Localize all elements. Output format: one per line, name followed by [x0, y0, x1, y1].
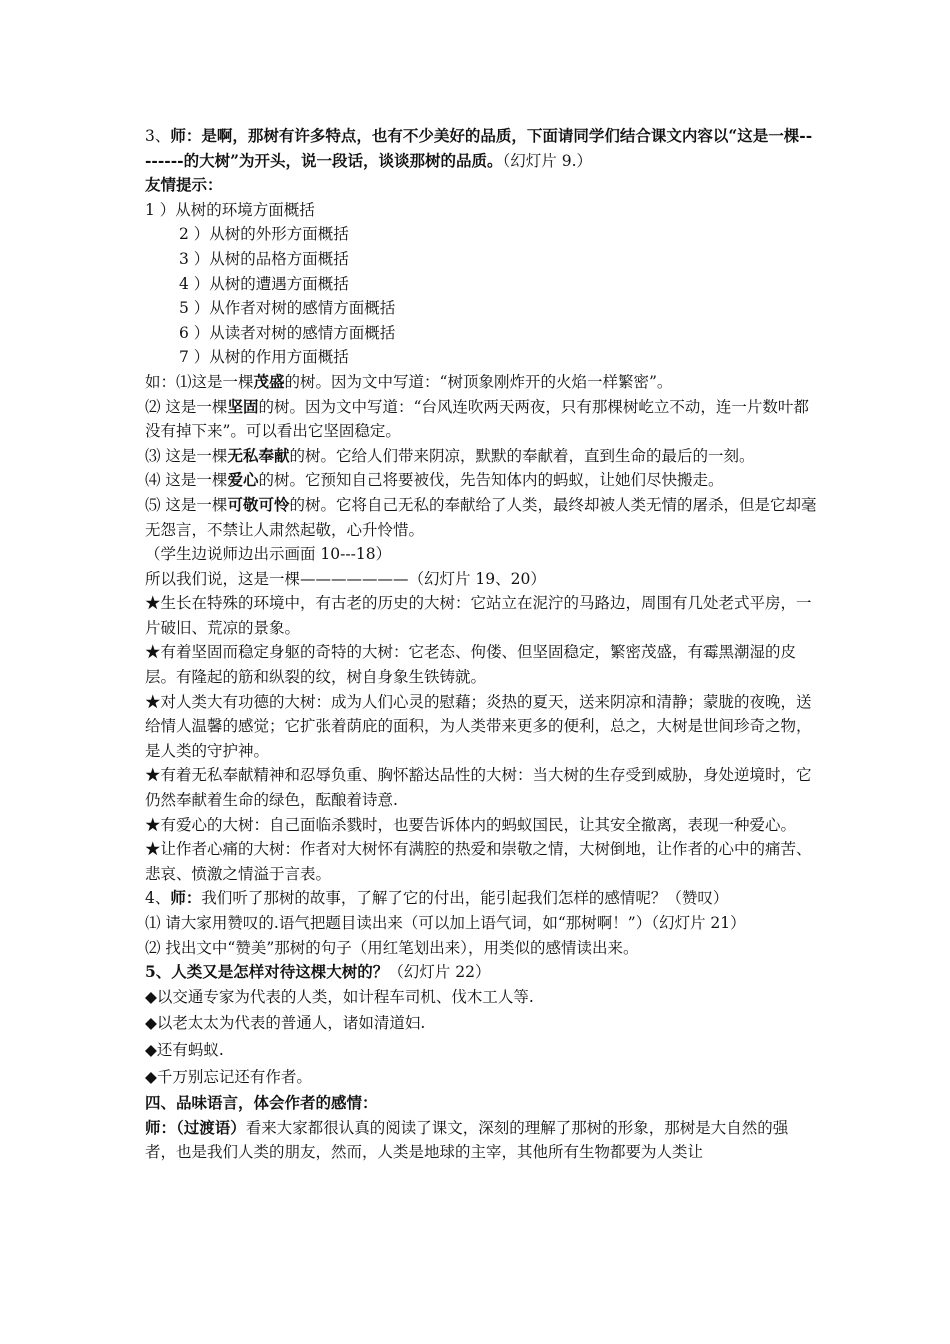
- example-prefix: 如：⑴这是一棵: [145, 372, 254, 391]
- question-3: [145, 124, 817, 173]
- transition-label: （过渡语）: [176, 1117, 246, 1137]
- example-text: 的树。它将自己无私的奉献给了人类，最终却被人类无情的屠杀，但是它却毫无怨言，不禁让人肃然起敬，心升怜惜。: [145, 495, 817, 539]
- diamond-item-3: ◆还有蚂蚁.: [145, 1040, 224, 1059]
- example-4: [145, 468, 817, 493]
- example-keyword: 可敬可怜: [227, 494, 290, 514]
- example-2: [145, 395, 817, 444]
- note-slides: （学生边说师边出示画面 10---18）: [145, 545, 392, 564]
- star-item-3: ★对人类大有功德的大树：成为人们心灵的慰藉；炎热的夏天，送来阴凉和清静；蒙胧的夜晚，送给情人温馨的感觉；它扩张着荫庇的面积，为人类带来更多的便利，总之，大树是世间珍奇之物，是人类的守护神。: [145, 692, 812, 760]
- question-5-text: 5、人类又是怎样对待这棵大树的？: [145, 962, 389, 982]
- example-1: [145, 370, 817, 395]
- question-3-text: 师：是啊，那树有许多特点，也有不少美好的品质，下面请同学们结合课文内容以“这是一棵--------的大树”为开头，说一段话，谈谈那树的品质。: [145, 126, 813, 170]
- example-keyword: 无私奉献: [227, 445, 290, 465]
- slide-reference: （幻灯片 22）: [388, 963, 491, 982]
- hint-title: 友情提示：: [145, 175, 223, 195]
- diamond-item-1: ◆以交通专家为代表的人类，如计程车司机、伐木工人等.: [145, 987, 534, 1006]
- teacher-label: 师：: [170, 888, 202, 908]
- example-3: [145, 444, 817, 469]
- star-item-5: ★有爱心的大树：自己面临杀戮时，也要告诉体内的蚂蚁国民，让其安全撤离，表现一种爱心。: [145, 815, 797, 834]
- section-4-heading: 四、品味语言，体会作者的感情：: [145, 1093, 378, 1113]
- example-keyword: 爱心: [227, 470, 259, 490]
- example-text: 的树。因为文中写道：“树顶象刚炸开的火焰一样繁密”。: [284, 372, 673, 391]
- q4-item-1: ⑴ 请大家用赞叹的.语气把题目读出来（可以加上语气词，如“那树啊！”）（幻灯片 21）: [145, 914, 746, 932]
- closing-text: 看来大家都很认真的阅读了课文，深刻的理解了那树的形象，那树是大自然的强者，也是我们人类的朋友，然而，人类是地球的主宰，其他所有生物都要为人类让: [145, 1118, 789, 1162]
- diamond-item-2: ◆以老太太为代表的普通人，诸如清道妇.: [145, 1014, 426, 1033]
- hint-item-4: 4 ）从树的遭遇方面概括: [179, 274, 349, 293]
- example-keyword: 茂盛: [253, 371, 285, 391]
- hint-item-5: 5 ）从作者对树的感情方面概括: [179, 299, 396, 318]
- hint-item-3: 3 ）从树的品格方面概括: [179, 249, 349, 268]
- question-5: [145, 960, 817, 985]
- q4-item-2: ⑵ 找出文中“赞美”那树的句子（用红笔划出来），用类似的感情读出来。: [145, 938, 639, 957]
- star-item-6: ★让作者心痛的大树：作者对大树怀有满腔的热爱和崇敬之情，大树倒地，让作者的心中的痛苦、悲哀、愤激之情溢于言表。: [145, 840, 812, 883]
- example-prefix: ⑵ 这是一棵: [145, 397, 228, 416]
- hint-item-2: 2 ）从树的外形方面概括: [179, 225, 349, 244]
- example-text: 的树。它给人们带来阴凉，默默的奉献着，直到生命的最后的一刻。: [289, 446, 755, 465]
- example-text: 的树。因为文中写道：“台风连吹两天两夜，只有那棵树屹立不动，连一片数叶都没有掉下来”。可以看出它坚固稳定。: [145, 397, 809, 441]
- slide-reference: （幻灯片 9.）: [502, 151, 592, 170]
- hint-item-7: 7 ）从树的作用方面概括: [179, 348, 349, 367]
- example-prefix: ⑸ 这是一棵: [145, 495, 228, 514]
- example-keyword: 坚固: [227, 396, 259, 416]
- star-item-1: ★生长在特殊的环境中，有古老的历史的大树：它站立在泥泞的马路边，周围有几处老式平房，一片破旧、荒凉的景象。: [145, 594, 812, 637]
- star-item-2: ★有着坚固而稳定身躯的奇特的大树：它老态、佝偻、但坚固稳定，繁密茂盛，有霉黑潮湿的皮层。有隆起的筋和纵裂的纹，树自身象生铁铸就。: [145, 643, 797, 687]
- hint-item-1: 1 ）从树的环境方面概括: [145, 200, 315, 219]
- hint-item-6: 6 ）从读者对树的感情方面概括: [179, 323, 396, 342]
- document-page: [145, 124, 817, 1165]
- question-4: [145, 886, 817, 911]
- example-5: [145, 493, 817, 542]
- question-number: 4、: [145, 889, 171, 908]
- example-text: 的树。它预知自己将要被伐，先告知体内的蚂蚁，让她们尽快搬走。: [258, 471, 724, 490]
- example-prefix: ⑷ 这是一棵: [145, 471, 228, 490]
- diamond-item-4: ◆千万别忘记还有作者。: [145, 1067, 312, 1086]
- teacher-label: 师：: [145, 1117, 177, 1137]
- question-4-text: 我们听了那树的故事，了解了它的付出，能引起我们怎样的感情呢？（赞叹）: [201, 889, 729, 908]
- star-item-4: ★有着无私奉献精神和忍辱负重、胸怀豁达品性的大树：当大树的生存受到威胁，身处逆境时，它仍然奉献着生命的绿色，酝酿着诗意.: [145, 766, 812, 810]
- closing-paragraph: [145, 1116, 817, 1165]
- question-number: 3、: [145, 127, 171, 145]
- summary-line: 所以我们说，这是一棵———————（幻灯片 19、20）: [145, 569, 546, 588]
- example-prefix: ⑶ 这是一棵: [145, 446, 228, 465]
